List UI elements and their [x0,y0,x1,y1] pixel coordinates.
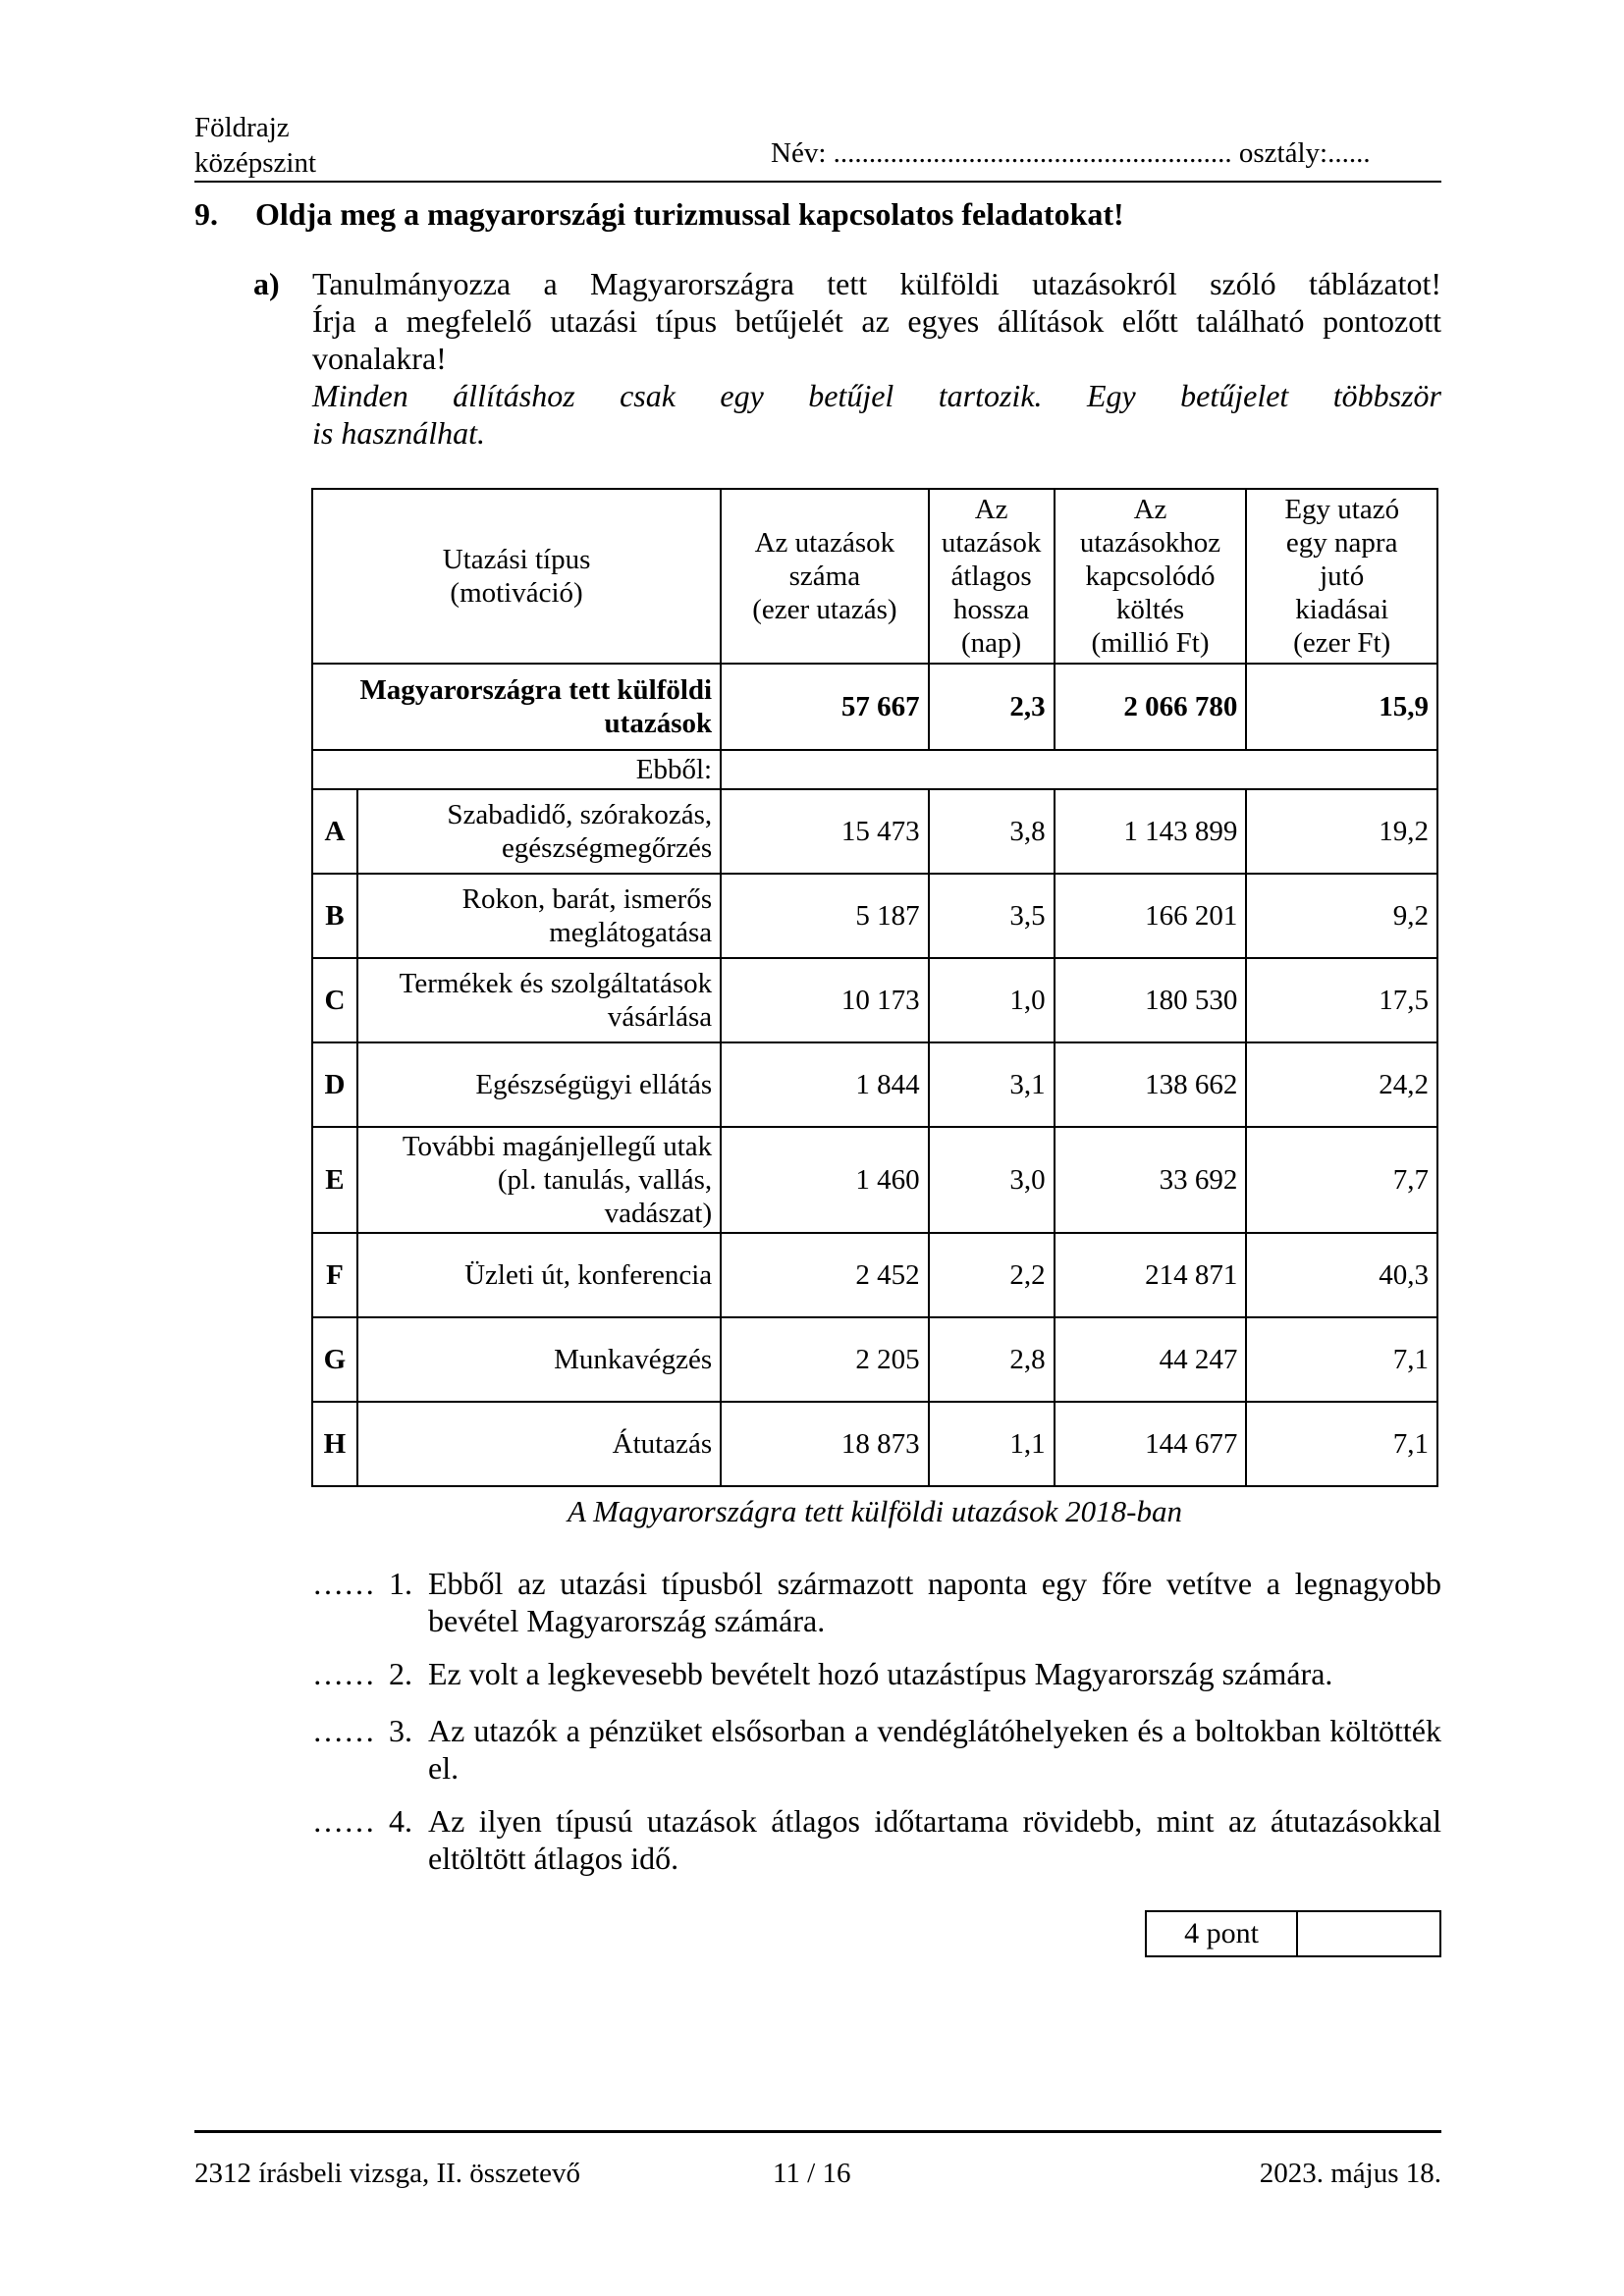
subtask-label: a) [253,266,280,301]
row-count: 2 452 [721,1233,929,1317]
header-type: Utazási típus (motiváció) [312,489,721,664]
task-title-text: Oldja meg a magyarországi turizmussal kapcsolatos feladatokat! [255,196,1124,232]
row-spending: 144 677 [1055,1402,1247,1486]
row-name: Munkavégzés [357,1317,721,1402]
points-score-field[interactable] [1298,1912,1439,1955]
row-count: 10 173 [721,958,929,1042]
row-count: 18 873 [721,1402,929,1486]
row-name: Üzleti út, konferencia [357,1233,721,1317]
row-letter: E [312,1127,357,1233]
answer-blank-3[interactable]: …… [312,1713,375,1748]
question-text: Ez volt a legkevesebb bevételt hozó utazástípus Magyarország számára. [428,1656,1333,1691]
answer-blank-1[interactable]: …… [312,1566,375,1601]
table-row [312,1042,1437,1127]
row-length: 3,1 [929,1042,1055,1127]
row-name: Rokon, barát, ismerős meglátogatása [357,874,721,958]
row-daily: 7,1 [1246,1317,1437,1402]
question-2 [312,1655,1441,1692]
row-daily: 7,7 [1246,1127,1437,1233]
total-label: Magyarországra tett külföldi utazások [312,664,721,750]
header-level: középszint [194,147,317,179]
row-length: 3,0 [929,1127,1055,1233]
table-row [312,958,1437,1042]
question-number: 2. [389,1656,412,1691]
header-spending: Az utazásokhoz kapcsolódó költés (millió Ft) [1055,489,1247,664]
row-length: 1,1 [929,1402,1055,1486]
row-spending: 138 662 [1055,1042,1247,1127]
question-number: 4. [389,1803,412,1839]
table-row [312,1402,1437,1486]
instruction-line-1: Tanulmányozza a Magyarországra tett külföldi utazásokról szóló táblázatot! [312,266,1441,301]
table-row [312,1127,1437,1233]
row-daily: 17,5 [1246,958,1437,1042]
points-label: 4 pont [1147,1912,1298,1955]
row-letter: D [312,1042,357,1127]
question-1 [312,1565,1441,1639]
instruction-line-3: vonalakra! [312,341,447,376]
row-spending: 33 692 [1055,1127,1247,1233]
total-row [312,664,1437,750]
subtask-a [253,265,1441,452]
of-which-label: Ebből: [312,750,721,789]
row-name: Átutazás [357,1402,721,1486]
row-letter: G [312,1317,357,1402]
row-spending: 180 530 [1055,958,1247,1042]
row-length: 3,8 [929,789,1055,874]
note-line-1: Minden állításhoz csak egy betűjel tartozik. Egy betűjelet többször [312,378,1441,413]
row-length: 2,2 [929,1233,1055,1317]
row-daily: 40,3 [1246,1233,1437,1317]
total-daily: 15,9 [1246,664,1437,750]
header-subject-block [194,110,316,181]
row-length: 1,0 [929,958,1055,1042]
row-spending: 214 871 [1055,1233,1247,1317]
footer-date: 2023. május 18. [1259,2158,1441,2189]
row-length: 2,8 [929,1317,1055,1402]
table-row [312,1233,1437,1317]
question-number: 1. [389,1566,412,1601]
footer-page-number: 11 / 16 [773,2158,851,2189]
question-text: Ebből az utazási típusból származott naponta egy főre vetítve a legnagyobb bevétel Magyarország számára. [428,1566,1441,1638]
row-spending: 1 143 899 [1055,789,1247,874]
row-spending: 166 201 [1055,874,1247,958]
travel-table [311,488,1438,1487]
header-name-field: Név: ........................................................ osztály:...... [771,137,1371,169]
row-daily: 19,2 [1246,789,1437,874]
table-header-row [312,489,1437,664]
row-count: 15 473 [721,789,929,874]
header-subject: Földrajz [194,112,290,143]
row-letter: F [312,1233,357,1317]
header-divider [194,181,1441,183]
row-name: Termékek és szolgáltatások vásárlása [357,958,721,1042]
answer-blank-2[interactable]: …… [312,1656,375,1691]
total-count: 57 667 [721,664,929,750]
row-name: További magánjellegű utak (pl. tanulás, vallás, vadászat) [357,1127,721,1233]
row-name: Szabadidő, szórakozás, egészségmegőrzés [357,789,721,874]
answer-blank-4[interactable]: …… [312,1803,375,1839]
row-daily: 24,2 [1246,1042,1437,1127]
row-letter: H [312,1402,357,1486]
table-row [312,1317,1437,1402]
note-line-2: is használhat. [312,415,486,451]
row-letter: C [312,958,357,1042]
header-daily: Egy utazó egy napra jutó kiadásai (ezer Ft) [1246,489,1437,664]
task-number: 9. [194,196,218,232]
row-count: 5 187 [721,874,929,958]
question-text: Az utazók a pénzüket elsősorban a vendéglátóhelyeken és a boltokban költötték el. [428,1713,1441,1786]
row-count: 1 460 [721,1127,929,1233]
row-count: 1 844 [721,1042,929,1127]
row-daily: 9,2 [1246,874,1437,958]
table-row [312,789,1437,874]
question-4 [312,1802,1441,1877]
table-row [312,874,1437,958]
table-caption: A Magyarországra tett külföldi utazások 2018-ban [567,1494,1182,1528]
row-name: Egészségügyi ellátás [357,1042,721,1127]
header-count: Az utazások száma (ezer utazás) [721,489,929,664]
footer-divider [194,2130,1441,2133]
total-spending: 2 066 780 [1055,664,1247,750]
question-number: 3. [389,1713,412,1748]
row-letter: A [312,789,357,874]
row-letter: B [312,874,357,958]
row-spending: 44 247 [1055,1317,1247,1402]
footer-exam-info: 2312 írásbeli vizsga, II. összetevő [194,2158,581,2189]
question-3 [312,1712,1441,1787]
row-count: 2 205 [721,1317,929,1402]
question-text: Az ilyen típusú utazások átlagos időtartama rövidebb, mint az átutazásokkal eltöltött átlagos idő. [428,1803,1441,1876]
total-length: 2,3 [929,664,1055,750]
points-box [1145,1910,1441,1957]
header-length: Az utazások átlagos hossza (nap) [929,489,1055,664]
task-title [194,196,1124,233]
of-which-row [312,750,1437,789]
row-daily: 7,1 [1246,1402,1437,1486]
row-length: 3,5 [929,874,1055,958]
instruction-line-2: Írja a megfelelő utazási típus betűjelét az egyes állítások előtt található pontozott [312,303,1441,339]
